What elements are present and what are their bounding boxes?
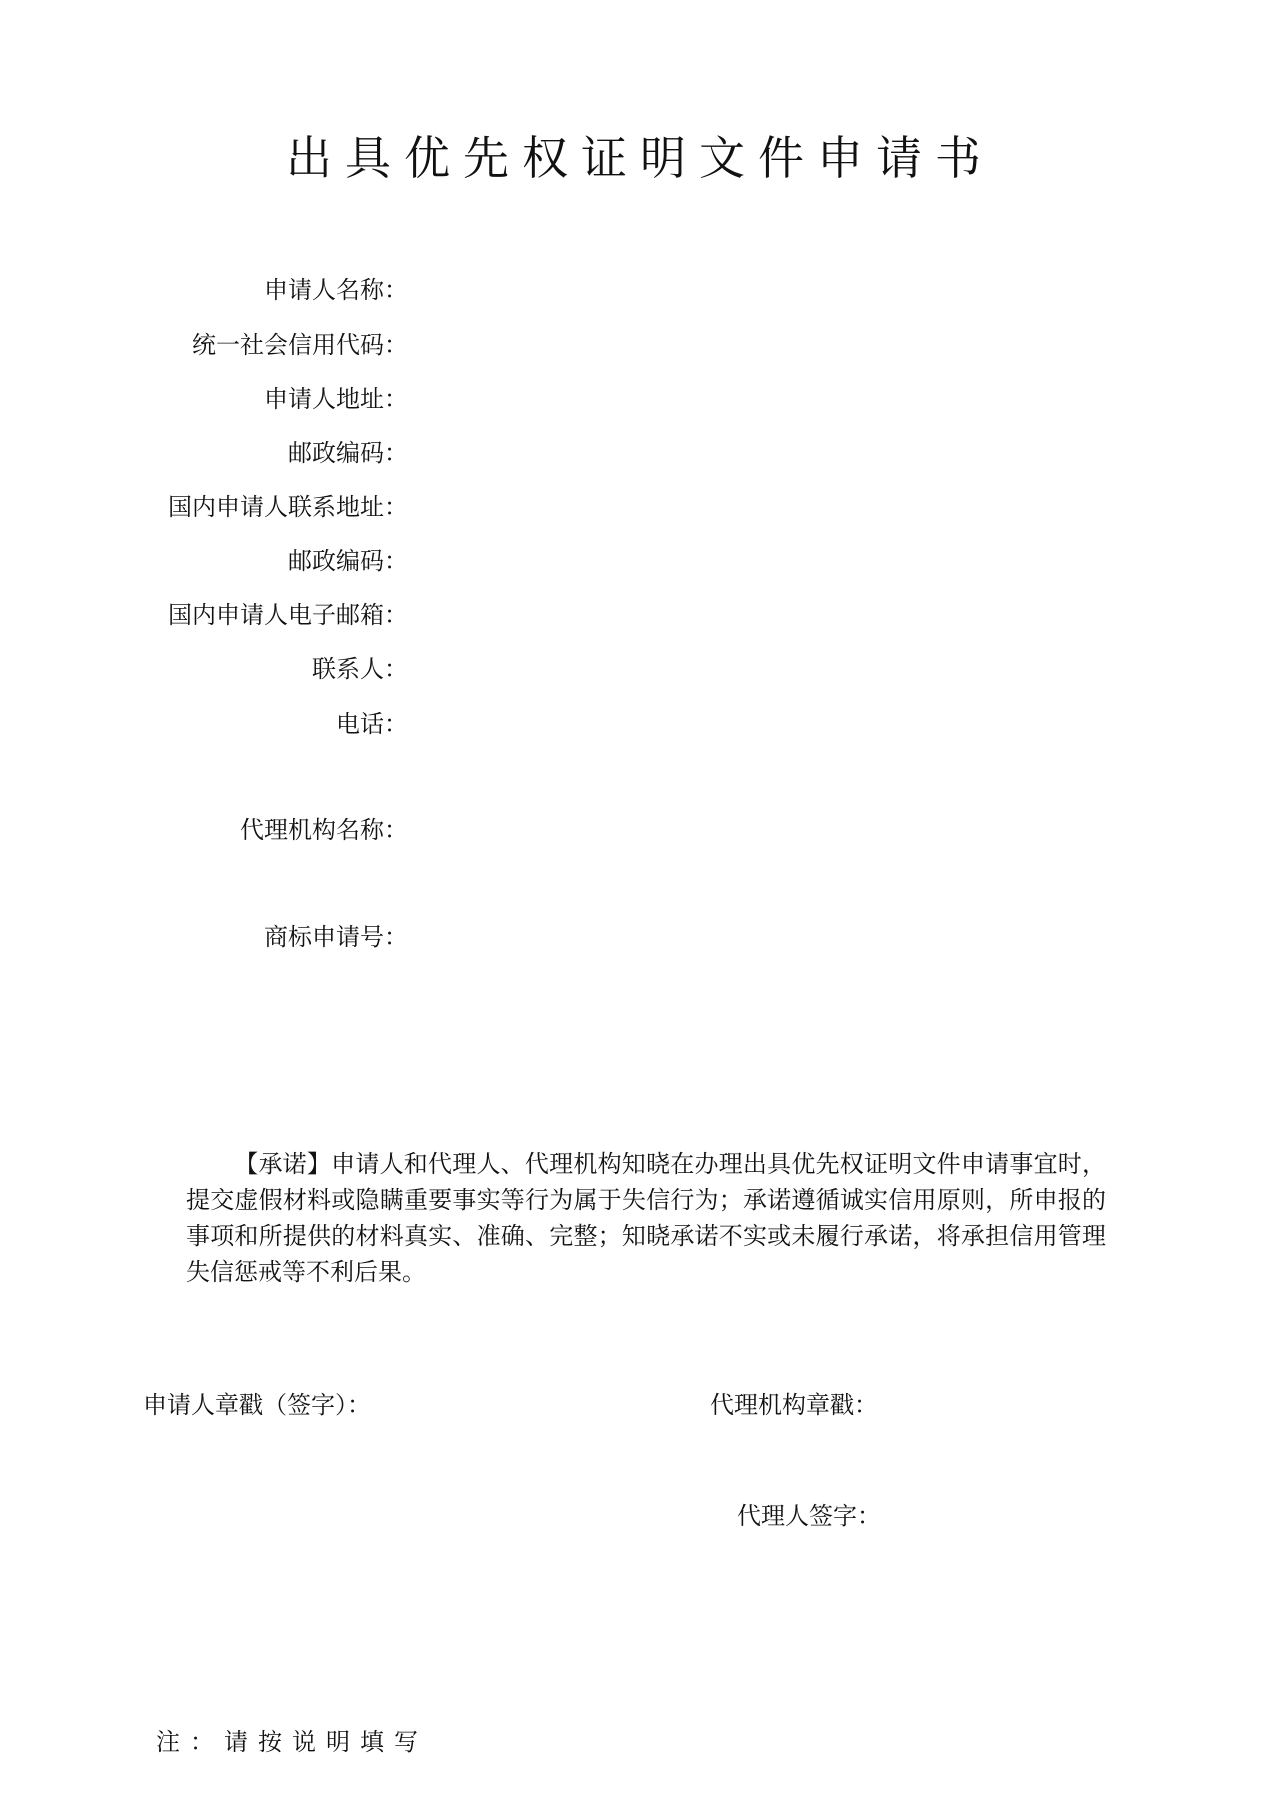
- applicant-seal-label: 申请人章戳（签字）：: [143, 1391, 371, 1419]
- page-title: 出具优先权证明文件申请书: [286, 131, 994, 185]
- footer-note: 注：请按说明填写: [156, 1728, 428, 1756]
- agent-signature-label: 代理人签字：: [737, 1502, 881, 1530]
- pledge-text: 申请人和代理人、代理机构知晓在办理出具优先权证明文件申请事宜时，提交虚假材料或隐瞒重要事实等行为属于失信行为；承诺遵循诚实信用原则，所申报的事项和所提供的材料真实、准确、完整；知晓承诺不实或未履行承诺，将承担信用管理失信惩戒等不利后果。: [186, 1150, 1107, 1286]
- trademark-application-number-label: 商标申请号：: [264, 923, 408, 951]
- domestic-contact-address-label: 国内申请人联系地址：: [168, 493, 408, 521]
- phone-label: 电话：: [336, 710, 408, 738]
- applicant-address-label: 申请人地址：: [264, 385, 408, 413]
- domestic-email-label: 国内申请人电子邮箱：: [168, 601, 408, 629]
- pledge-heading: 【承诺】: [234, 1150, 332, 1178]
- postal-code-label-1: 邮政编码：: [288, 439, 408, 467]
- postal-code-label-2: 邮政编码：: [288, 547, 408, 575]
- pledge-paragraph: [186, 1146, 1106, 1290]
- applicant-name-label: 申请人名称：: [264, 276, 408, 304]
- credit-code-label: 统一社会信用代码：: [192, 331, 408, 359]
- agency-seal-label: 代理机构章戳：: [710, 1391, 878, 1419]
- agency-name-label: 代理机构名称：: [240, 816, 408, 844]
- contact-person-label: 联系人：: [312, 655, 408, 683]
